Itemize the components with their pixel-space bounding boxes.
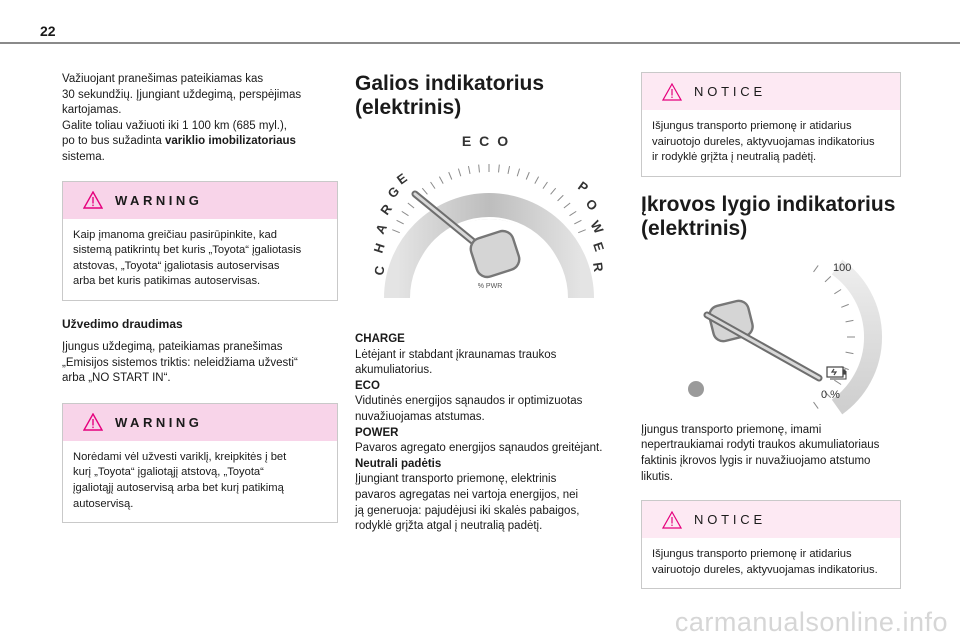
- min-level-label: 0 %: [821, 388, 840, 401]
- text-line: faktinis įkrovos lygis ir nuvažiuojamo atstumo: [641, 454, 871, 467]
- gauge-tick: [834, 289, 841, 293]
- gauge-tick: [479, 165, 480, 173]
- power-gauge: [355, 126, 620, 326]
- notice-box: [641, 500, 901, 589]
- gauge-tick: [570, 211, 577, 215]
- text-line: įgaliotąjį autoservisą arba bet kurį patikimą: [73, 481, 284, 494]
- definitions-list: [355, 332, 620, 535]
- notice-header: [642, 73, 900, 110]
- text-line: Išjungus transporto priemonę ir atidarius: [652, 120, 852, 132]
- gauge-tick: [841, 304, 848, 307]
- text-line: sistemą patikrintų bet kuris „Toyota“ įgaliotasis: [73, 244, 302, 257]
- text-line: ir rodyklė grįžta į neutralią padėtį.: [652, 151, 817, 164]
- definition-term: CHARGE: [355, 333, 405, 345]
- gauge-tick: [397, 220, 404, 224]
- text-line: arba bet kuris patikimas autoservisas.: [73, 275, 261, 288]
- page-number: 22: [40, 23, 56, 39]
- definition-term: Neutrali padėtis: [355, 457, 442, 470]
- text-line: ją generuoja: pajudėjusi iki skalės pabaigos,: [355, 504, 580, 517]
- warning-header: [63, 182, 337, 219]
- text-line: autoservisą.: [73, 497, 134, 510]
- watermark: carmanualsonline.info: [674, 607, 948, 637]
- warning-box: [62, 181, 338, 301]
- gauge-tick: [402, 211, 409, 215]
- power-letter: R: [590, 261, 607, 273]
- text-line: 30 sekundžių. Įjungiant uždegimą, perspėjimas: [62, 88, 302, 101]
- text-line: akumuliatorius.: [355, 364, 433, 377]
- gauge-tick: [458, 169, 460, 177]
- definition: [355, 426, 620, 457]
- title-line: Galios indikatorius: [355, 72, 545, 95]
- gauge-tick: [846, 320, 854, 322]
- warning-box: [62, 403, 338, 523]
- eco-label: ECO: [461, 133, 517, 149]
- text-line: kurį „Toyota“ įgaliotąjį atstovą, „Toyota“: [73, 466, 264, 479]
- charge-level-gauge: [641, 243, 901, 421]
- charge-letter: H: [370, 241, 388, 255]
- gauge-tick: [508, 166, 510, 174]
- charging-plug-icon: [827, 367, 846, 379]
- text-line: sistema.: [62, 150, 105, 163]
- power-letter: P: [575, 178, 592, 196]
- column-1: [62, 72, 338, 523]
- power-letter: E: [590, 240, 608, 254]
- text-fragment: po to bus sužadinta: [62, 135, 165, 148]
- text-line: Įjungus transporto priemonę, imami: [641, 423, 822, 436]
- charge-letter: C: [371, 264, 388, 277]
- definition: [355, 457, 620, 535]
- text-line: Kaip įmanoma greičiau pasirūpinkite, kad: [73, 228, 277, 241]
- text-line: nuvažiuojamas atstumas.: [355, 410, 485, 423]
- charge-letter: G: [384, 183, 403, 202]
- definition-term: POWER: [355, 426, 399, 439]
- gauge-tick: [574, 220, 581, 224]
- charge-letter: E: [393, 170, 410, 188]
- text-line: arba „NO START IN“.: [62, 372, 171, 385]
- warning-triangle-icon: [83, 191, 103, 209]
- text-line: nepertraukiamai rodyti traukos akumuliatoriaus: [641, 439, 880, 452]
- charge-letter: R: [377, 201, 395, 218]
- warning-text: [63, 441, 337, 522]
- power-letter: W: [587, 218, 607, 237]
- text-line: kartojamas.: [62, 104, 122, 117]
- gauge-tick: [578, 230, 585, 233]
- gauge-tick: [431, 182, 435, 189]
- gauge-tick: [422, 188, 427, 194]
- needle-hub: [468, 228, 522, 280]
- text-line: Lėtėjant ir stabdant įkraunamas traukos: [355, 348, 557, 361]
- definition-term: ECO: [355, 379, 380, 392]
- subheading: Užvedimo draudimas: [62, 316, 183, 331]
- charge-needle-highlight: [707, 315, 819, 378]
- text-line: [62, 134, 338, 150]
- gauge-tick: [535, 177, 539, 184]
- header-divider: [0, 42, 960, 44]
- definition: [355, 379, 620, 426]
- text-line: Įjungiant transporto priemonę, elektrinis: [355, 473, 557, 486]
- power-letter: O: [582, 195, 601, 214]
- gauge-tick: [526, 172, 529, 179]
- paragraph: [62, 340, 338, 387]
- title-line: (elektrinis): [641, 216, 748, 240]
- text-line: Išjungus transporto priemonę ir atidarius: [652, 548, 852, 561]
- gauge-tick: [468, 166, 470, 174]
- section-title: [641, 193, 901, 241]
- warning-label: WARNING: [115, 414, 203, 430]
- text-line: Norėdami vėl užvesti variklį, kreipkitės į bet: [73, 450, 287, 463]
- warning-label: WARNING: [115, 192, 203, 208]
- text-line: Važiuojant pranešimas pateikiamas kas: [62, 73, 264, 85]
- gauge-tick: [408, 203, 414, 208]
- section-title: [355, 72, 620, 120]
- text-line: vairuotojo dureles, aktyvuojamas indikatorius.: [652, 563, 878, 576]
- text-line: Vidutinės energijos sąnaudos ir optimizuotas: [355, 395, 583, 408]
- text-line: Įjungus uždegimą, pateikiamas pranešimas: [62, 340, 283, 353]
- gauge-tick: [834, 380, 841, 384]
- notice-header: [642, 501, 900, 538]
- bold-term: variklio imobilizatoriaus: [164, 135, 296, 148]
- gauge-tick: [558, 195, 564, 201]
- gauge-tick: [551, 188, 556, 194]
- notice-triangle-icon: [662, 83, 682, 101]
- notice-box: [641, 72, 901, 177]
- gauge-tick: [543, 182, 547, 189]
- gauge-tick: [392, 230, 399, 233]
- status-dot: [688, 381, 704, 397]
- warning-triangle-icon: [83, 413, 103, 431]
- text-line: atstovas, „Toyota“ įgaliotasis autoservisas: [73, 259, 280, 272]
- intro-paragraph: [62, 72, 338, 166]
- paragraph: [641, 423, 901, 485]
- text-line: rodyklė grįžta atgal į neutralią padėtį.: [355, 520, 543, 533]
- pwr-unit-label: % PWR: [477, 283, 503, 290]
- gauge-tick: [564, 203, 570, 208]
- gauge-tick: [814, 265, 819, 272]
- text-line: Galite toliau važiuoti iki 1 100 km (685 myl.),: [62, 119, 287, 132]
- title-line: (elektrinis): [355, 96, 462, 119]
- notice-text: [642, 110, 900, 176]
- gauge-tick: [449, 172, 452, 179]
- gauge-tick: [825, 276, 831, 282]
- gauge-tick: [499, 165, 500, 173]
- title-line: Įkrovos lygio indikatorius: [641, 192, 896, 216]
- gauge-tick: [517, 169, 519, 177]
- text-line: vairuotojo dureles, aktyvuojamas indikatorius: [652, 135, 875, 148]
- notice-label: NOTICE: [694, 84, 766, 99]
- gauge-tick: [814, 402, 819, 409]
- column-3: [641, 72, 901, 589]
- warning-text: [63, 219, 337, 300]
- notice-text: [642, 538, 900, 588]
- gauge-tick: [439, 177, 443, 184]
- notice-triangle-icon: [662, 511, 682, 529]
- charge-letter: A: [372, 221, 390, 237]
- text-line: „Emisijos sistemos triktis: neleidžiama užvesti“: [62, 356, 298, 369]
- gauge-tick: [846, 352, 854, 354]
- warning-header: [63, 404, 337, 441]
- max-level-label: 100: [833, 261, 852, 274]
- text-line: Pavaros agregato energijos sąnaudos greitėjant.: [355, 442, 603, 455]
- notice-label: NOTICE: [694, 512, 766, 528]
- text-line: likutis.: [641, 470, 673, 483]
- text-line: pavaros agregatas nei vartoja energijos, nei: [355, 488, 579, 501]
- column-2: [355, 72, 620, 535]
- definition: [355, 332, 620, 379]
